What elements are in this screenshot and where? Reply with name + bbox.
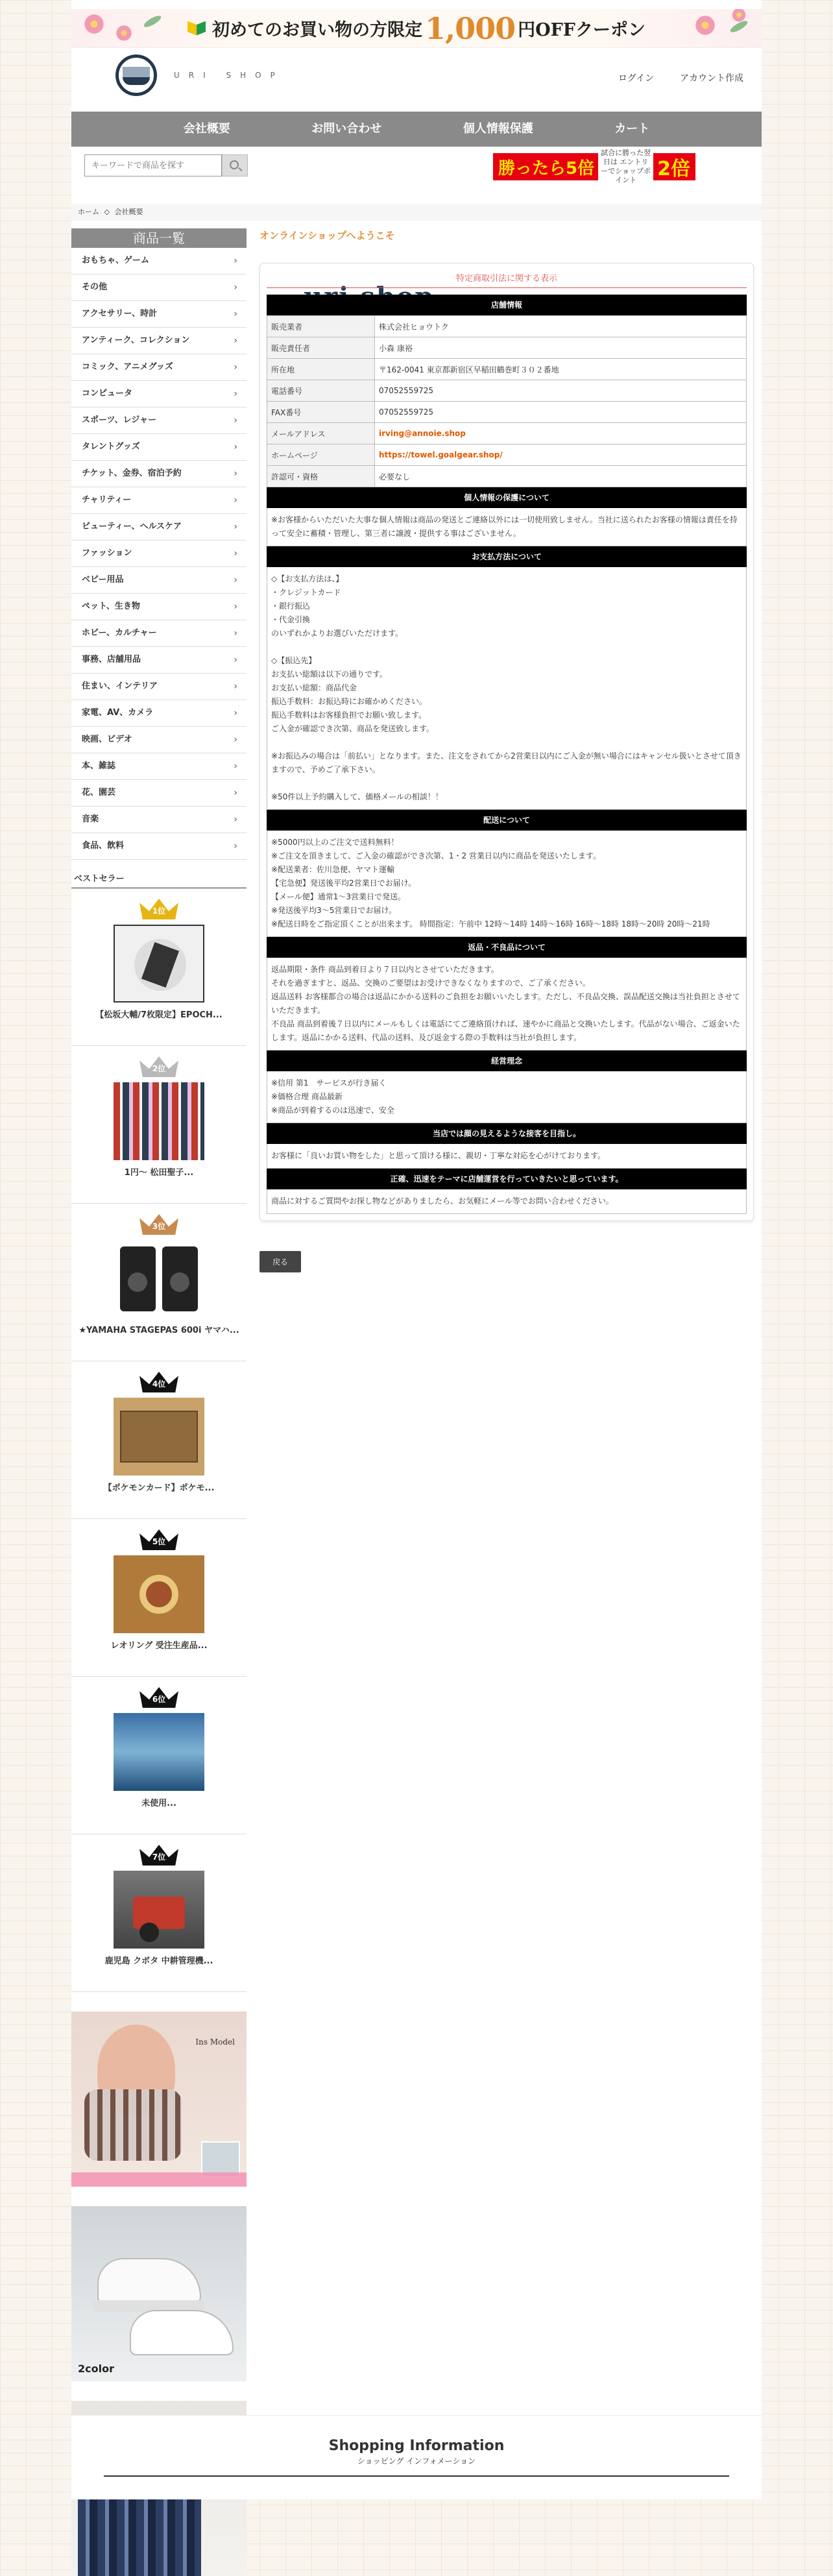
row-label: 販売業者 bbox=[267, 316, 375, 337]
section-header: 配送について bbox=[267, 810, 747, 831]
point-banner-multiplier: 2倍 bbox=[657, 158, 690, 180]
row-label: 許認可・資格 bbox=[267, 466, 375, 487]
email-link[interactable]: irving@annoie.shop bbox=[375, 423, 747, 444]
ad-ribbon bbox=[71, 2172, 247, 2187]
category-label: ホビー、カルチャー bbox=[82, 628, 157, 638]
nav-contact[interactable]: お問い合わせ bbox=[311, 122, 382, 136]
category-item[interactable] bbox=[71, 461, 247, 487]
sneaker-image bbox=[97, 2258, 201, 2303]
category-item[interactable] bbox=[71, 594, 247, 620]
category-label: ファッション bbox=[82, 548, 132, 558]
table-row bbox=[267, 316, 747, 337]
category-label: ビューティー、ヘルスケア bbox=[82, 522, 182, 531]
bestseller-item[interactable] bbox=[71, 1525, 247, 1677]
category-item[interactable] bbox=[71, 567, 247, 594]
chevron-right-icon: › bbox=[234, 309, 237, 319]
product-name[interactable]: ★YAMAHA STAGEPAS 600i ヤマハ... bbox=[78, 1326, 239, 1335]
category-label: 本、雑誌 bbox=[82, 761, 116, 771]
breadcrumb-separator: ◇ bbox=[104, 208, 110, 216]
chevron-right-icon: › bbox=[234, 601, 237, 612]
mask-image bbox=[84, 2089, 182, 2161]
bestseller-heading: ベストセラー bbox=[71, 871, 247, 888]
footer bbox=[71, 2415, 762, 2499]
category-list bbox=[71, 248, 247, 860]
breadcrumb-home[interactable]: ホーム bbox=[78, 208, 99, 216]
row-value: 株式会社ヒョウトク bbox=[375, 316, 747, 337]
section-header: 個人情報の保護について bbox=[267, 487, 747, 508]
flower-icon bbox=[83, 13, 105, 35]
category-label: 事務、店舗用品 bbox=[82, 655, 141, 664]
category-label: コンピュータ bbox=[82, 389, 133, 398]
chevron-right-icon: › bbox=[234, 362, 237, 372]
page bbox=[71, 0, 762, 2499]
row-label: 電話番号 bbox=[267, 380, 375, 402]
category-label: 映画、ビデオ bbox=[82, 735, 132, 744]
nav-company[interactable]: 会社概要 bbox=[183, 122, 230, 136]
table-row bbox=[267, 380, 747, 402]
section-header: 経営理念 bbox=[267, 1051, 747, 1071]
row-value: 〒162-0041 東京都新宿区早稲田鶴巻町３０２番地 bbox=[375, 359, 747, 380]
table-row bbox=[267, 466, 747, 487]
category-label: おもちゃ、ゲーム bbox=[82, 256, 150, 265]
rank-label: 6位 bbox=[152, 1695, 166, 1704]
section-header: 返品・不良品について bbox=[267, 937, 747, 958]
banner-amount: 1,000 bbox=[425, 10, 516, 46]
crown-icon bbox=[139, 895, 178, 921]
chevron-right-icon: › bbox=[234, 655, 237, 665]
footer-title: Shopping Information bbox=[328, 2438, 505, 2454]
rank-label: 3位 bbox=[152, 1222, 166, 1231]
category-label: 食品、飲料 bbox=[82, 841, 125, 851]
chevron-right-icon: › bbox=[234, 442, 237, 452]
category-item[interactable] bbox=[71, 381, 247, 407]
category-item[interactable] bbox=[71, 328, 247, 354]
bestseller-item[interactable] bbox=[71, 1368, 247, 1519]
section-body: 返品期限・条件 商品到着日より７日以内とさせていただきます。 それを過ぎますと、返品、交換のご要望はお受けできなくなりますので、ご了承ください。 返品送料 お客様都合の場合は返品にかかる送料のご負担をお願いいたします。ただし、不良品交換、誤品配送交換は当社負担とさせていただきます。 不良品 商品到着後７日以内にメールもしくは電話にてご連絡頂ければ、速やかに商品と交換いたします。代品がない場合、ご返金いたします。返品にかかる送料、代品の送料、及び返金する際の手数料は当社が負担します。 bbox=[267, 958, 747, 1051]
product-name[interactable]: 鹿児島 クボタ 中耕管理機... bbox=[104, 1956, 213, 1966]
chevron-right-icon: › bbox=[234, 628, 237, 638]
category-item[interactable] bbox=[71, 514, 247, 541]
footer-divider bbox=[104, 2475, 729, 2477]
point-banner-headline: 勝ったら5倍 bbox=[498, 158, 595, 178]
section-body: 商品に対するご質問やお探し物などがありましたら、お気軽にメール等でお問い合わせください。 bbox=[267, 1189, 747, 1214]
category-label: ベビー用品 bbox=[82, 575, 124, 585]
table-row bbox=[267, 444, 747, 466]
store-info-table bbox=[267, 315, 747, 487]
chevron-right-icon: › bbox=[234, 335, 237, 346]
back-button[interactable]: 戻る bbox=[260, 1251, 301, 1272]
product-name[interactable]: 1円～ 松田聖子... bbox=[124, 1168, 194, 1178]
chevron-right-icon: › bbox=[234, 708, 237, 718]
rank-label: 7位 bbox=[152, 1853, 166, 1862]
category-item[interactable] bbox=[71, 700, 247, 727]
category-label: アンティーク、コレクション bbox=[82, 335, 190, 345]
row-label: 所在地 bbox=[267, 359, 375, 380]
banner-text-suffix: 円OFFクーポン bbox=[518, 20, 646, 40]
section-header: 正確、迅速をテーマに店舗運営を行っていきたいと思っています。 bbox=[267, 1169, 747, 1189]
product-image[interactable] bbox=[114, 1398, 204, 1476]
section-body: ※お客様からいただいた大事な個人情報は商品の発送とご連絡以外には一切使用致しません。当社に送られたお客様の情報は責任を持って安全に​蓄積・管理し、第三者に譲渡・提供する事はございません。 bbox=[267, 508, 747, 546]
category-label: ペット、生き物 bbox=[82, 601, 140, 611]
search-button[interactable] bbox=[222, 154, 248, 176]
policy-sections bbox=[267, 487, 747, 1214]
crown-icon bbox=[139, 1683, 178, 1709]
chevron-right-icon: › bbox=[234, 522, 237, 532]
category-label: 家電、AV、カメラ bbox=[82, 708, 154, 718]
site-logo[interactable] bbox=[115, 55, 284, 96]
row-value: 小森 康裕 bbox=[375, 337, 747, 359]
chevron-right-icon: › bbox=[234, 495, 237, 505]
welcome-heading: オンラインショップへようこそ bbox=[260, 230, 395, 241]
product-image[interactable] bbox=[114, 925, 204, 1002]
crown-icon bbox=[139, 1052, 178, 1078]
row-label: 販売責任者 bbox=[267, 337, 375, 359]
chevron-right-icon: › bbox=[234, 389, 237, 399]
bestseller-list bbox=[71, 895, 247, 1992]
ad-sneaker-banner[interactable] bbox=[71, 2206, 247, 2381]
legal-notice-card bbox=[260, 263, 754, 1221]
crown-icon bbox=[139, 1210, 178, 1236]
row-label: FAX番号 bbox=[267, 402, 375, 423]
product-image[interactable] bbox=[114, 1555, 204, 1633]
category-item[interactable] bbox=[71, 753, 247, 780]
table-row bbox=[267, 402, 747, 423]
section-body: ※信用 第1 サービスが行き届く ※価格合理 商品最新 ※商品が到着するのは迅速で、安全 bbox=[267, 1071, 747, 1123]
product-name[interactable]: 【松坂大輔/7枚限定】EPOCH... bbox=[95, 1010, 223, 1020]
category-item[interactable] bbox=[71, 487, 247, 514]
section-body: お客様に「良いお買い物をした」と思って頂ける様に、親切・丁寧な対応を心がけております。 bbox=[267, 1144, 747, 1169]
breadcrumb bbox=[71, 204, 762, 221]
chevron-right-icon: › bbox=[234, 761, 237, 772]
breadcrumb-current: 会社概要 bbox=[114, 208, 143, 216]
chevron-right-icon: › bbox=[234, 548, 237, 559]
footer-subtitle: ショッピング インフォメーション bbox=[357, 2457, 476, 2466]
logo-subtext: URI SHOP bbox=[174, 71, 284, 80]
chevron-right-icon: › bbox=[234, 788, 237, 798]
register-link[interactable]: アカウント作成 bbox=[680, 73, 743, 84]
category-label: スポーツ、レジャー bbox=[82, 415, 156, 425]
ad-label: 2color bbox=[78, 2363, 114, 2375]
rank-label: 4位 bbox=[152, 1379, 166, 1389]
category-heading: 商品一覧 bbox=[71, 228, 247, 248]
section-header-store-info: 店舗情報 bbox=[267, 295, 747, 315]
category-item[interactable] bbox=[71, 274, 247, 301]
row-label: ホームページ bbox=[267, 444, 375, 466]
coupon-banner[interactable] bbox=[71, 9, 762, 48]
bestseller-item[interactable] bbox=[71, 1052, 247, 1204]
ad-label: Ins Model bbox=[195, 2037, 235, 2047]
logo-emblem-icon bbox=[115, 55, 157, 96]
category-item[interactable] bbox=[71, 620, 247, 647]
category-item[interactable] bbox=[71, 780, 247, 807]
category-item[interactable] bbox=[71, 301, 247, 328]
chevron-right-icon: › bbox=[234, 415, 237, 426]
category-label: その他 bbox=[82, 282, 108, 292]
category-label: アクセサリー、時計 bbox=[82, 309, 158, 319]
category-label: 音楽 bbox=[82, 814, 99, 824]
product-name[interactable]: 未使用... bbox=[141, 1799, 176, 1808]
point-campaign-banner[interactable] bbox=[493, 149, 695, 184]
section-body: ◇【お支払方法は、】 ・クレジットカード ・銀行振込 ・代金引換 のいずれかよりお選びいただけます。 ◇【振込先】 お支払い総額は以下の通りです。 お支払い総額：商品代金 振込手数料：お振込時にお確かめください。 振込手数料はお客様負担でお願い致します。 ご入金が確認でき次第、商品を発送致します。 ※お振込みの場合は「前払い」となります。また、注文をされてから2営業日以内にご入金が無い場合にはキャンセル​扱いとさせて頂きますので、予めご了承下さい。 ※50件以上予約購入して、価格メールの相談！！ bbox=[267, 567, 747, 810]
crown-icon bbox=[139, 1525, 178, 1551]
category-item[interactable] bbox=[71, 833, 247, 860]
chevron-right-icon: › bbox=[234, 681, 237, 692]
row-value: 07052559725 bbox=[375, 402, 747, 423]
nav-cart[interactable]: カート bbox=[614, 122, 650, 136]
bestseller-item[interactable] bbox=[71, 895, 247, 1046]
legal-notice-title: 特定商取引法に関する表示 bbox=[267, 269, 747, 288]
category-label: 花、園芸 bbox=[82, 788, 116, 797]
chevron-right-icon: › bbox=[234, 256, 237, 266]
header-links bbox=[618, 71, 743, 84]
search-box bbox=[84, 154, 248, 176]
category-item[interactable] bbox=[71, 807, 247, 833]
category-item[interactable] bbox=[71, 647, 247, 674]
category-item[interactable] bbox=[71, 674, 247, 700]
category-item[interactable] bbox=[71, 434, 247, 461]
chevron-right-icon: › bbox=[234, 841, 237, 851]
global-nav bbox=[71, 112, 762, 147]
bestseller-item[interactable] bbox=[71, 1841, 247, 1992]
section-header: お支払方法について bbox=[267, 546, 747, 567]
section-header: 当店では顔の見えるような接客を目指し。 bbox=[267, 1123, 747, 1144]
sneaker-image bbox=[130, 2310, 234, 2355]
row-value: 07052559725 bbox=[375, 380, 747, 402]
product-name[interactable]: 【ポケモンカード】ポケモ... bbox=[103, 1483, 215, 1493]
leaf-icon bbox=[143, 14, 163, 29]
category-item[interactable] bbox=[71, 541, 247, 567]
crown-icon bbox=[139, 1368, 178, 1394]
login-link[interactable]: ログイン bbox=[618, 73, 655, 84]
product-image[interactable] bbox=[114, 1082, 204, 1160]
search-input[interactable] bbox=[84, 154, 222, 176]
banner-text: 初めてのお買い物の方限定 bbox=[212, 20, 423, 40]
chevron-right-icon: › bbox=[234, 814, 237, 825]
rank-label: 2位 bbox=[152, 1064, 166, 1073]
homepage-link[interactable]: https://towel.goalgear.shop/ bbox=[375, 444, 747, 466]
table-row bbox=[267, 359, 747, 380]
nav-privacy[interactable]: 個人情報保護 bbox=[463, 122, 533, 136]
flower-icon bbox=[115, 24, 132, 42]
category-label: チケット、金券、宿泊予約 bbox=[82, 468, 182, 478]
search-icon bbox=[230, 160, 239, 169]
product-image[interactable] bbox=[114, 1240, 204, 1318]
sidebar bbox=[71, 228, 247, 2576]
category-item[interactable] bbox=[71, 407, 247, 434]
table-row bbox=[267, 423, 747, 444]
product-name[interactable]: レオリング 受注生産品... bbox=[110, 1641, 208, 1651]
bestseller-item[interactable] bbox=[71, 1683, 247, 1834]
category-item[interactable] bbox=[71, 248, 247, 274]
main-content bbox=[260, 228, 762, 1272]
chevron-right-icon: › bbox=[234, 468, 237, 479]
chevron-right-icon: › bbox=[234, 282, 237, 293]
flower-icon bbox=[694, 14, 716, 36]
crown-icon bbox=[139, 1841, 178, 1867]
chevron-right-icon: › bbox=[234, 735, 237, 745]
row-value: 必要なし bbox=[375, 466, 747, 487]
rank-label: 5位 bbox=[152, 1537, 166, 1546]
category-label: 住まい、インテリア bbox=[82, 681, 158, 691]
chevron-right-icon: › bbox=[234, 575, 237, 585]
point-banner-desc: 試合に勝った翌日は エントリーでショップポイント bbox=[598, 147, 653, 186]
bestseller-item[interactable] bbox=[71, 1210, 247, 1361]
category-label: タレントグッズ bbox=[82, 442, 140, 452]
row-label: メールアドレス bbox=[267, 423, 375, 444]
category-item[interactable] bbox=[71, 727, 247, 753]
product-image[interactable] bbox=[114, 1871, 204, 1949]
ad-mask-banner[interactable] bbox=[71, 2011, 247, 2187]
section-body: ※5000円以上のご注文で送料無料！ ※ご注文を頂きまして、ご入金の確認ができ次第、1・2 営業日以内に商品を発送いたします。 ※配送業者：佐川急便、ヤマト運輸 【宅急便】発送後平均2営業日でお届け。 【メール便】通常1～3営業日で発送。 ※発送後平均3～5営業日でお届け。 ※配送日時をご指定頂くことが出来ます。 時間指定：午前中 12時～14時 14時～16時 16時～18時 18時～20時 20時～21時 bbox=[267, 831, 747, 937]
table-row bbox=[267, 337, 747, 359]
category-item[interactable] bbox=[71, 354, 247, 381]
category-label: チャリティー bbox=[82, 495, 132, 505]
category-label: コミック、アニメグッズ bbox=[82, 362, 173, 372]
rank-label: 1位 bbox=[152, 906, 166, 916]
beginner-mark-icon bbox=[187, 19, 206, 38]
product-image[interactable] bbox=[114, 1713, 204, 1791]
